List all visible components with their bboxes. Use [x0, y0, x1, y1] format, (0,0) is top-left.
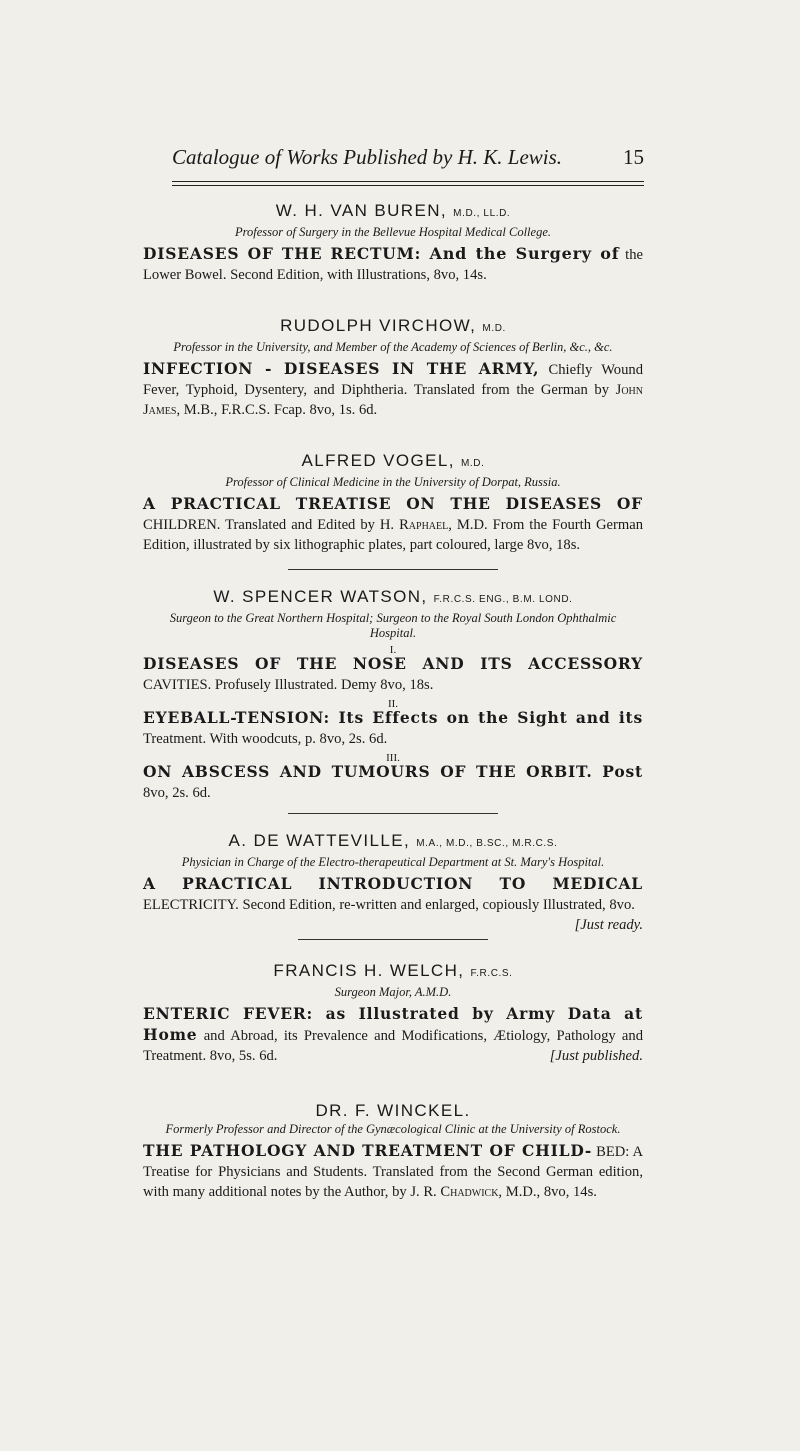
- author-name: RUDOLPH VIRCHOW,: [280, 316, 477, 335]
- author-line: [143, 1100, 643, 1122]
- work-title: DISEASES OF THE NOSE AND ITS ACCESSORY: [143, 654, 643, 673]
- work-details: CHILDREN. Translated and Edited by H.: [143, 517, 400, 533]
- work-title: ON ABSCESS AND TUMOURS OF THE ORBIT.: [143, 762, 593, 781]
- work-description: [143, 1141, 643, 1202]
- catalogue-entry: [143, 450, 643, 555]
- author-line: [143, 315, 643, 340]
- work-details: ELECTRICITY. Second Edition, re-written and enlarged, copiously Illustrated, 8vo.: [143, 897, 635, 913]
- catalogue-entry: [143, 586, 643, 803]
- availability-note: [Just published.: [549, 1048, 643, 1064]
- author-credentials: Professor of Clinical Medicine in the University of Dorpat, Russia.: [225, 475, 561, 489]
- author-credentials: Professor of Surgery in the Bellevue Hospital Medical College.: [234, 225, 552, 239]
- catalogue-entry: [143, 315, 643, 420]
- work-details: 8vo, 2s. 6d.: [143, 785, 211, 801]
- work-details: BED: A Treatise for Physicians and Students. Translated from the Second German edition, with many additional notes by the Author, by J. R.: [143, 1144, 644, 1200]
- author-line: [143, 200, 643, 225]
- work-title-tail: Its Effects on the Sight and its: [330, 708, 643, 727]
- work-description: [143, 654, 643, 695]
- author-name: DR. F. WINCKEL.: [315, 1101, 471, 1120]
- work-numeral: III.: [386, 752, 400, 764]
- work-description: [143, 494, 643, 555]
- catalogue-title: Catalogue of Works Published by H. K. Lewis.: [172, 145, 563, 169]
- work-details: CAVITIES. Profusely Illustrated. Demy 8vo, 18s.: [143, 677, 434, 693]
- work-price: , M.D. From the Fourth German Edition, illustrated by six lithographic plates, part coloured, large 8vo, 18s.: [143, 517, 643, 553]
- author-name: W. SPENCER WATSON,: [213, 587, 428, 606]
- work-details: the Lower Bowel. Second Edition, with Illustrations, 8vo, 14s.: [143, 247, 643, 283]
- work-details: Treatment. With woodcuts, p. 8vo, 2s. 6d.: [143, 731, 388, 747]
- work-description: [143, 1004, 643, 1066]
- author-line: [143, 586, 643, 611]
- author-degree: M.D.: [460, 458, 485, 469]
- work-price: , M.B., F.R.C.S. Fcap. 8vo, 1s. 6d.: [176, 402, 378, 418]
- work-price: , M.D., 8vo, 14s.: [498, 1184, 597, 1200]
- author-line: [143, 830, 643, 855]
- author-name: W. H. VAN BUREN,: [275, 201, 448, 220]
- work-title: ENTERIC FEVER:: [143, 1004, 314, 1023]
- catalogue-entries: [143, 196, 643, 1202]
- translator-name: John James: [143, 382, 643, 418]
- work-title: INFECTION - DISEASES IN THE ARMY,: [143, 359, 540, 378]
- author-name: A. DE WATTEVILLE,: [228, 831, 411, 850]
- catalogue-entry: [143, 200, 643, 285]
- work-title: DISEASES OF THE RECTUM:: [143, 244, 422, 263]
- catalogue-entry: [143, 1100, 643, 1202]
- translator-name: Raphael: [399, 517, 449, 533]
- work-description: [143, 874, 643, 933]
- work-description: [143, 244, 643, 285]
- work-title: A PRACTICAL INTRODUCTION TO MEDICAL: [143, 874, 643, 893]
- translator-name: Chadwick: [440, 1184, 499, 1200]
- work-description: [143, 359, 643, 420]
- author-name: ALFRED VOGEL,: [301, 451, 455, 470]
- author-line: [143, 960, 643, 985]
- catalogue-entry: [143, 960, 643, 1066]
- author-line: [143, 450, 643, 475]
- catalogue-entry: [143, 830, 643, 935]
- work-description: [143, 762, 643, 803]
- work-description: [143, 708, 643, 749]
- author-credentials: Surgeon Major, A.M.D.: [334, 985, 452, 999]
- work-title: A PRACTICAL TREATISE ON THE DISEASES OF: [143, 494, 643, 513]
- work-details: and Abroad, its Prevalence and Modifications, Ætiology, Pathology and Treatment. 8vo, 5s. 6d.: [143, 1028, 643, 1064]
- work-numeral: II.: [387, 698, 399, 710]
- header-rule: [172, 181, 644, 182]
- work-numeral: I.: [389, 644, 397, 656]
- page-number: 15: [623, 145, 644, 169]
- author-name: FRANCIS H. WELCH,: [273, 961, 465, 980]
- author-degree: M.D.: [482, 323, 506, 334]
- work-details: Chiefly Wound Fever, Typhoid, Dysentery, and Diphtheria. Translated from the German by: [143, 362, 643, 398]
- work-subtitle: And the Surgery of: [421, 244, 620, 263]
- author-degree: F.R.C.S.: [470, 968, 513, 979]
- author-credentials: Professor in the University, and Member of the Academy of Sciences of Berlin, &c., &c.: [173, 340, 613, 354]
- work-title-tail: Post: [592, 762, 643, 781]
- work-title: THE PATHOLOGY AND TREATMENT OF CHILD-: [143, 1141, 593, 1160]
- author-degree: M.A., M.D., B.SC., M.R.C.S.: [416, 838, 558, 849]
- author-credentials: Physician in Charge of the Electro-therapeutical Department at St. Mary's Hospital.: [181, 855, 605, 869]
- work-title: EYEBALL-TENSION:: [143, 708, 331, 727]
- work-title-tail: as Illustrated by Army Data at Home: [143, 1004, 643, 1044]
- author-credentials: Surgeon to the Great Northern Hospital; Surgeon to the Royal South London Ophthalmic Hospital.: [169, 611, 617, 640]
- author-credentials: Formerly Professor and Director of the Gynæcological Clinic at the University of Rostock.: [165, 1122, 621, 1136]
- availability-note: [Just ready.: [574, 917, 643, 933]
- author-degree: F.R.C.S. ENG., B.M. LOND.: [433, 594, 573, 605]
- author-degree: M.D., LL.D.: [453, 208, 511, 219]
- header-rule-thin: [172, 185, 644, 186]
